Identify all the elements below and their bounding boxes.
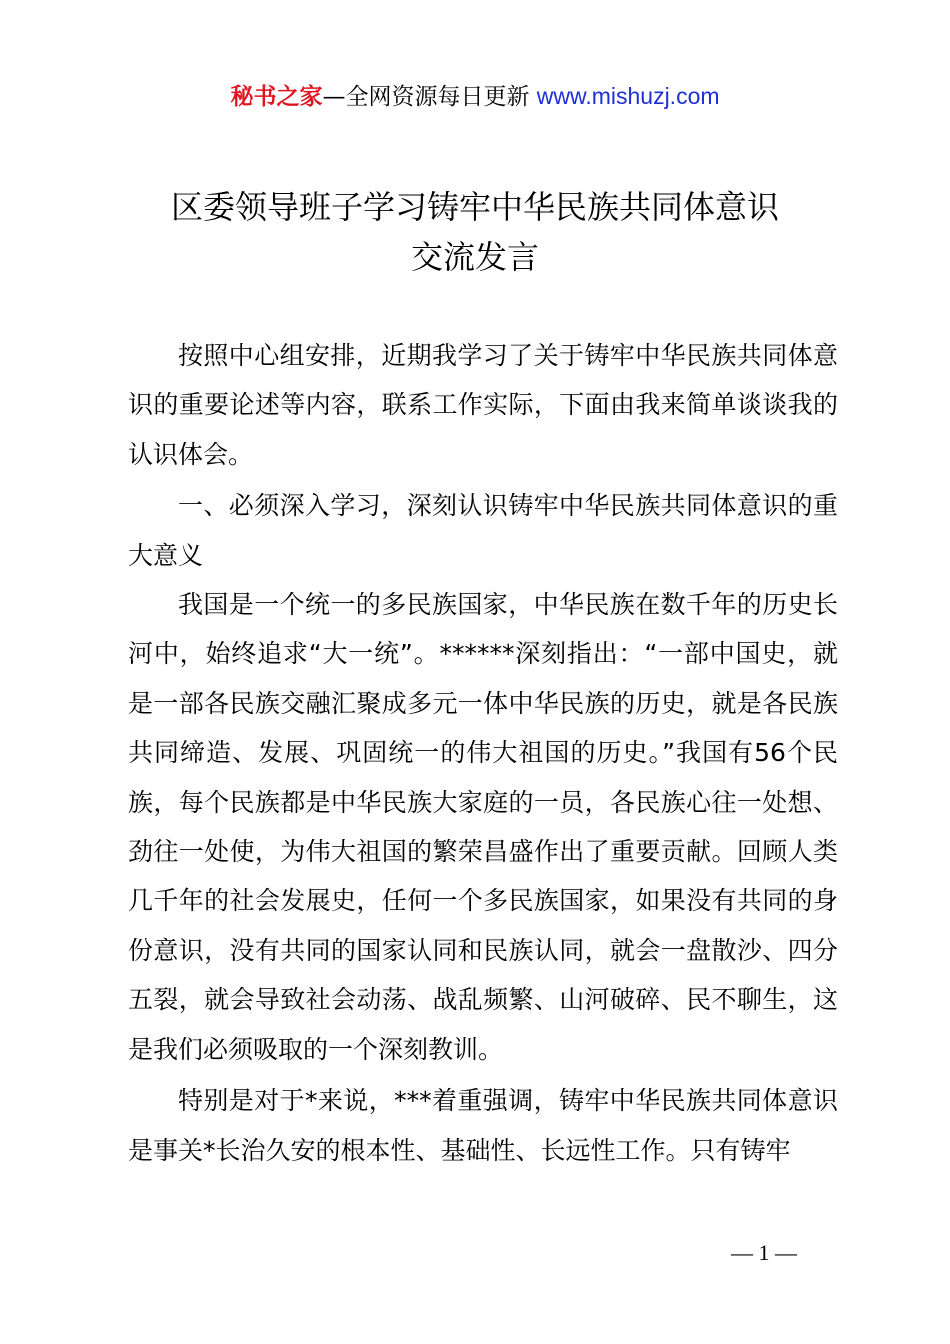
paragraph-intro: 按照中心组安排，近期我学习了关于铸牢中华民族共同体意识的重要论述等内容，联系工作实际，下面由我来简单谈谈我的认识体会。 [128, 341, 838, 469]
page-number: — 1 — [731, 1240, 797, 1265]
document-body [128, 331, 838, 1175]
site-url-link[interactable]: www.mishuzj.com [536, 83, 720, 109]
title-line-1: 区委领导班子学习铸牢中华民族共同体意识 [170, 188, 779, 226]
document-title [0, 182, 950, 282]
paragraph-history: 我国是一个统一的多民族国家，中华民族在数千年的历史长河中，始终追求“大一统”。******深刻指出：“一部中国史，就是一部各民族交融汇聚成多元一体中华民族的历史，就是各民族共同缔造、发展、巩固统一的伟大祖国的历史。”我国有56个民族，每个民族都是中华民族大家庭的一员，各民族心往一处想、劲往一处使，为伟大祖国的繁荣昌盛作出了重要贡献。回顾人类几千年的社会发展史，任何一个多民族国家，如果没有共同的身份意识，没有共同的国家认同和民族认同，就会一盘散沙、四分五裂，就会导致社会动荡、战乱频繁、山河破碎、民不聊生，这是我们必须吸取的一个深刻教训。 [128, 590, 838, 1064]
banner-slogan: —全网资源每日更新 [322, 84, 537, 110]
section-heading-1: 一、必须深入学习，深刻认识铸牢中华民族共同体意识的重大意义 [128, 491, 838, 570]
title-line-2: 交流发言 [410, 238, 539, 276]
paragraph-emphasis: 特别是对于*来说，***着重强调，铸牢中华民族共同体意识是事关*长治久安的根本性、基础性、长远性工作。只有铸牢 [128, 1086, 838, 1165]
brand-name: 秘书之家 [230, 84, 323, 110]
site-banner [0, 80, 950, 113]
